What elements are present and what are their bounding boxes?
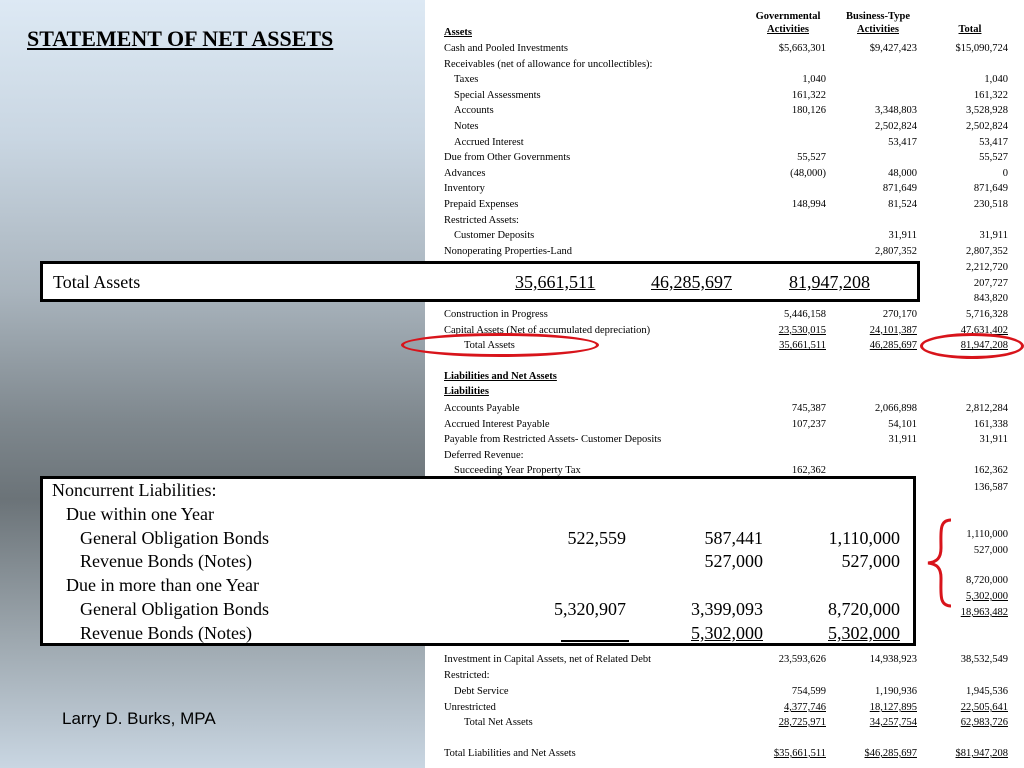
callout-bond-total: 1,110,000	[828, 528, 900, 548]
asset-row	[425, 228, 1024, 243]
net-asset-row	[425, 684, 1024, 699]
net-asset-row	[425, 652, 1024, 667]
row-value-bus: $9,427,423	[869, 43, 917, 54]
row-value-total: 527,000	[973, 545, 1008, 556]
row-label: Inventory	[444, 183, 485, 195]
callout-total-assets-label: Total Assets	[53, 272, 141, 292]
row-value-total: 5,716,328	[966, 309, 1008, 320]
row-value-total: 871,649	[973, 183, 1008, 195]
row-label: Construction in Progress	[444, 309, 548, 320]
row-label: Debt Service	[454, 686, 509, 697]
row-value-gov: 180,126	[791, 105, 826, 117]
row-label: Receivables (net of allowance for uncollectibles):	[444, 58, 653, 70]
liabilities-heading: Liabilities	[444, 386, 489, 397]
row-value-total: 161,322	[973, 89, 1008, 101]
callout-noncurrent-title: Noncurrent Liabilities:	[52, 480, 217, 500]
row-value-gov: $5,663,301	[778, 43, 826, 54]
row-value-total: 1,945,536	[966, 686, 1008, 697]
row-value-bus: 2,807,352	[875, 245, 917, 257]
row-label: Accounts	[454, 105, 494, 117]
row-label: Advances	[444, 167, 486, 179]
row-label: Special Assessments	[454, 89, 541, 101]
row-value-total: 843,820	[973, 293, 1008, 305]
row-label: Total Assets	[464, 340, 515, 352]
callout-bond-total: 527,000	[841, 551, 900, 571]
row-label: Payable from Restricted Assets- Customer Deposits	[444, 434, 662, 446]
row-label: Unrestricted	[444, 702, 496, 713]
row-value-total: 38,532,549	[960, 654, 1008, 665]
liability-row	[425, 417, 1024, 432]
callout-bond-total: 8,720,000	[828, 599, 900, 619]
row-label: Notes	[454, 121, 479, 132]
callout-bond-bus: 527,000	[704, 551, 763, 571]
row-label: Total Net Assets	[464, 717, 533, 728]
partial-total-row: 136,587	[973, 482, 1008, 493]
row-value-bus: 53,417	[888, 136, 917, 148]
asset-row	[425, 166, 1024, 181]
liability-row	[425, 432, 1024, 447]
row-value-gov: 23,530,015	[778, 324, 826, 336]
row-value-gov: 107,237	[791, 418, 826, 430]
row-label: Capital Assets (Net of accumulated depreciation)	[444, 324, 651, 336]
net-asset-row	[425, 715, 1024, 730]
row-value-total: $15,090,724	[955, 43, 1008, 54]
row-value-total: 55,527	[979, 152, 1008, 164]
header-governmental: Governmental Activities	[755, 11, 821, 35]
asset-row	[425, 103, 1024, 118]
row-value-gov: 28,725,971	[778, 717, 826, 728]
callout-bond-bus: 5,302,000	[691, 623, 763, 643]
row-value-bus: 31,911	[888, 230, 917, 242]
row-value-total: 5,302,000	[966, 591, 1008, 602]
row-value-gov: 148,994	[791, 199, 826, 210]
asset-row	[425, 307, 1024, 322]
row-value-total: 53,417	[979, 136, 1008, 148]
row-label: Accrued Interest Payable	[444, 418, 550, 430]
row-value-total: 230,518	[973, 199, 1008, 210]
row-value-gov: 754,599	[791, 686, 826, 697]
asset-row	[425, 135, 1024, 150]
liability-row	[425, 401, 1024, 416]
row-value-gov: 1,040	[802, 74, 826, 86]
row-value-total: 3,528,928	[966, 105, 1008, 117]
row-value-total: 8,720,000	[966, 575, 1008, 586]
callout-bond-label: General Obligation Bonds	[80, 528, 269, 548]
liabilities-net-assets-heading: Liabilities and Net Assets	[444, 371, 557, 382]
row-value-bus: 1,190,936	[875, 686, 917, 697]
row-value-total: 162,362	[973, 465, 1008, 477]
callout-total-assets-total: 81,947,208	[789, 272, 870, 292]
asset-row	[425, 150, 1024, 165]
header-total: Total	[958, 24, 982, 35]
row-value-total: 1,110,000	[966, 529, 1008, 540]
row-label: Succeeding Year Property Tax	[454, 465, 581, 477]
callout-bond-bus: 587,441	[704, 528, 763, 548]
asset-row	[425, 213, 1024, 228]
total-assets-callout	[40, 261, 920, 302]
row-value-bus: 3,348,803	[875, 105, 917, 117]
row-value-bus: 54,101	[888, 418, 917, 430]
noncurrent-liabilities-callout	[40, 476, 916, 646]
row-label: Accounts Payable	[444, 403, 520, 414]
total-assets-label-highlight	[401, 333, 599, 357]
callout-bond-label: Revenue Bonds (Notes)	[80, 623, 252, 643]
row-value-gov: (48,000)	[790, 167, 826, 179]
callout-due-within-year: Due within one Year	[66, 504, 214, 524]
row-label: Deferred Revenue:	[444, 449, 524, 461]
row-value-bus: 2,502,824	[875, 121, 917, 132]
net-asset-row	[425, 700, 1024, 715]
asset-row	[425, 72, 1024, 87]
row-value-gov: 162,362	[791, 465, 826, 477]
grand-total-row: Total Liabilities and Net Assets $35,661,511 $46,285,697 $81,947,208	[444, 748, 1008, 759]
asset-row	[425, 244, 1024, 259]
row-value-total: 31,911	[979, 434, 1008, 446]
row-value-bus: 270,170	[882, 309, 917, 320]
financial-statement	[425, 0, 1024, 768]
callout-bond-gov: 522,559	[567, 528, 626, 548]
liability-row	[425, 448, 1024, 463]
slide-title: STATEMENT OF NET ASSETS	[27, 26, 334, 51]
row-value-total: 2,807,352	[966, 245, 1008, 257]
row-value-bus: 14,938,923	[869, 654, 917, 665]
row-label: Accrued Interest	[454, 136, 524, 148]
callout-bond-bus: 3,399,093	[691, 599, 763, 619]
row-value-gov: 55,527	[797, 152, 826, 164]
row-value-total: 81,947,208	[960, 340, 1008, 352]
row-value-gov: 35,661,511	[779, 340, 826, 352]
row-value-bus: 31,911	[888, 434, 917, 446]
row-value-total: 1,040	[984, 74, 1008, 86]
row-value-total: 2,502,824	[966, 121, 1008, 132]
row-value-bus: 81,524	[888, 199, 917, 210]
row-value-gov: 23,593,626	[778, 654, 826, 665]
red-brace-icon	[925, 518, 953, 608]
row-value-gov: 161,322	[791, 89, 826, 101]
row-value-total: 207,727	[973, 277, 1008, 289]
row-value-total: 22,505,641	[960, 702, 1008, 713]
row-value-bus: 34,257,754	[869, 717, 917, 728]
row-value-bus: 46,285,697	[869, 340, 917, 352]
row-label: Taxes	[454, 74, 479, 86]
row-value-total: 0	[1002, 167, 1008, 179]
callout-bond-total: 5,302,000	[828, 623, 900, 643]
author-credit: Larry D. Burks, MPA	[62, 709, 216, 728]
row-value-total: 161,338	[973, 418, 1008, 430]
header-business-type: Business-Type Activities	[846, 11, 910, 35]
row-label: Restricted:	[444, 670, 490, 681]
asset-row	[425, 41, 1024, 56]
callout-bond-label: General Obligation Bonds	[80, 599, 269, 619]
asset-row	[425, 119, 1024, 134]
row-value-total: 18,963,482	[960, 607, 1008, 618]
row-label: Nonoperating Properties-Land	[444, 245, 573, 257]
row-value-total: 47,631,402	[960, 324, 1008, 336]
row-value-gov: 5,446,158	[784, 309, 826, 320]
row-value-gov: 745,387	[791, 403, 826, 414]
row-label: Investment in Capital Assets, net of Related Debt	[444, 654, 652, 665]
asset-row	[425, 181, 1024, 196]
callout-gov-underline	[561, 640, 629, 642]
callout-total-assets-bus: 46,285,697	[651, 272, 732, 292]
callout-total-assets-gov: 35,661,511	[515, 272, 596, 292]
net-asset-row	[425, 668, 1024, 683]
row-value-bus: 871,649	[882, 183, 917, 195]
row-value-bus: 24,101,387	[869, 324, 917, 336]
row-label: Due from Other Governments	[444, 152, 571, 164]
row-label: Cash and Pooled Investments	[444, 43, 568, 54]
row-value-bus: 18,127,895	[869, 702, 917, 713]
asset-row	[425, 57, 1024, 72]
callout-due-more-than-year: Due in more than one Year	[66, 575, 259, 595]
assets-heading: Assets	[444, 27, 472, 38]
row-value-total: 2,212,720	[966, 262, 1008, 273]
slide-background-panel	[0, 0, 425, 768]
row-label: Prepaid Expenses	[444, 199, 519, 210]
callout-bond-label: Revenue Bonds (Notes)	[80, 551, 252, 571]
row-value-total: 2,812,284	[966, 403, 1008, 414]
total-assets-value-highlight	[920, 333, 1024, 359]
callout-bond-gov: 5,320,907	[554, 599, 626, 619]
row-value-bus: 2,066,898	[875, 403, 917, 414]
asset-row	[425, 197, 1024, 212]
row-value-total: 31,911	[979, 230, 1008, 242]
row-label: Customer Deposits	[454, 230, 535, 242]
row-value-gov: 4,377,746	[784, 702, 826, 713]
row-value-bus: 48,000	[888, 167, 917, 179]
row-value-total: 62,983,726	[960, 717, 1008, 728]
asset-row	[425, 88, 1024, 103]
row-label: Restricted Assets:	[444, 214, 519, 226]
